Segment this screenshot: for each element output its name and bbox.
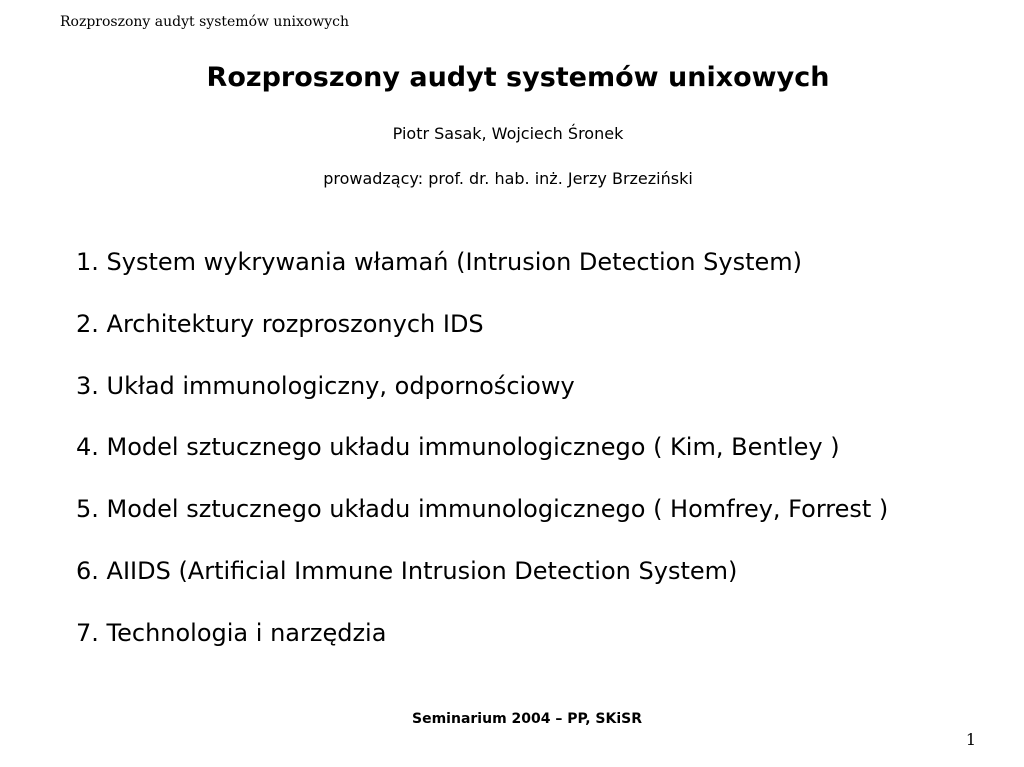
running-header: Rozproszony audyt systemów unixowych [60,14,350,30]
authors-line: Piotr Sasak, Wojciech Śronek [392,124,624,143]
agenda-item-2: 2. Architektury rozproszonych IDS [76,309,484,338]
agenda-item-4: 4. Model sztucznego układu immunologicznego ( Kim, Bentley ) [76,433,840,462]
agenda-item-6: 6. AIIDS (Artificial Immune Intrusion Detection System) [76,556,738,585]
supervisor-line: prowadzący: prof. dr. hab. inż. Jerzy Brzeziński [323,169,693,188]
agenda-item-1: 1. System wykrywania włamań (Intrusion Detection System) [76,248,802,276]
agenda-item-7: 7. Technologia i narzędzia [76,618,387,647]
agenda-item-3: 3. Układ immunologiczny, odpornościowy [76,371,575,400]
agenda-item-5: 5. Model sztucznego układu immunologicznego ( Homfrey, Forrest ) [76,495,889,524]
agenda-list [76,244,888,677]
page-number: 1 [965,730,976,749]
slide-title: Rozproszony audyt systemów unixowych [206,62,830,93]
footer-text: Seminarium 2004 – PP, SKiSR [412,711,642,727]
